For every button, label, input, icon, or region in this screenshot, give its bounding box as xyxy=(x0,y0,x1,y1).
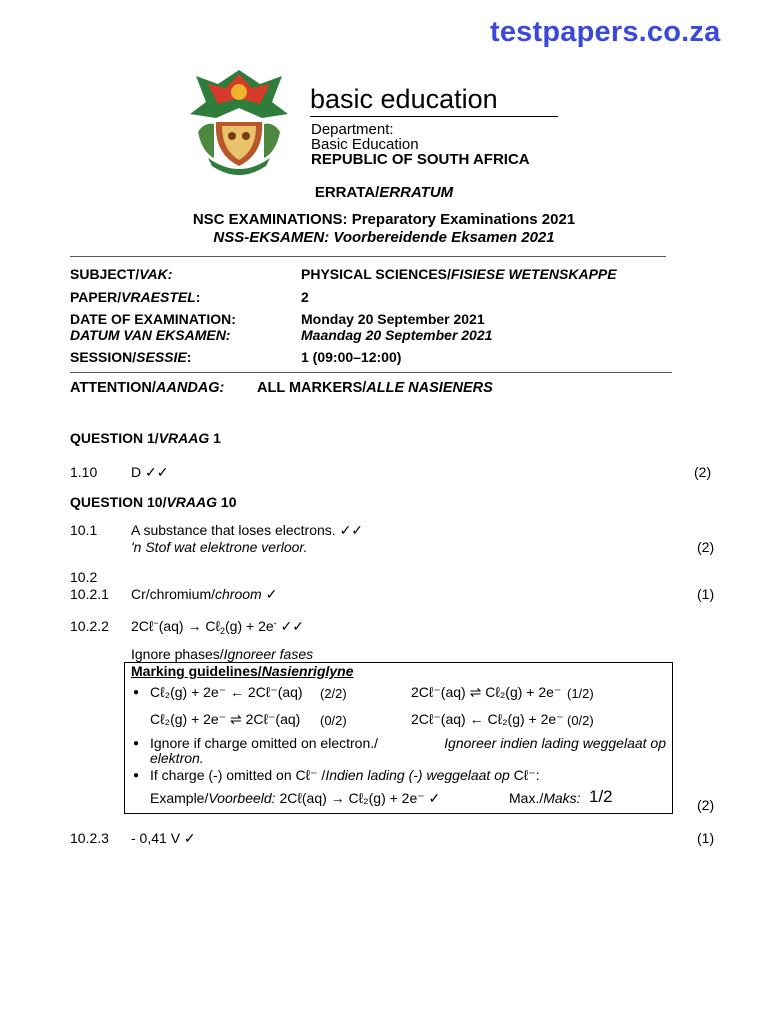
session-label xyxy=(70,349,191,365)
ignore-phases-af: Ignoreer fases xyxy=(223,646,314,662)
example-line xyxy=(150,790,440,807)
q10-2-1-tick: ✓ xyxy=(261,586,278,602)
markers-label xyxy=(257,380,493,396)
q10-2-2-marks: (2) xyxy=(697,797,715,813)
errata-title xyxy=(0,184,768,201)
markers-af: ALLE NASIENERS xyxy=(366,380,493,396)
errata-en: ERRATA/ xyxy=(314,184,380,201)
divider-2 xyxy=(70,372,672,373)
q10-heading xyxy=(70,494,237,510)
subject-value xyxy=(301,266,617,282)
q1-10-answer: D ✓✓ xyxy=(131,464,169,480)
q10-heading-en: QUESTION 10/ xyxy=(70,494,167,510)
session-value: 1 (09:00–12:00) xyxy=(301,349,402,365)
q10-1-number: 10.1 xyxy=(70,522,98,538)
mg-eq-2: 2Cℓ⁻(aq) ⇌ Cℓ₂(g) + 2e⁻ xyxy=(411,684,562,700)
site-watermark[interactable]: testpapers.co.za xyxy=(490,16,721,48)
date-label-en: DATE OF EXAMINATION: xyxy=(70,311,236,327)
brand-name: basic education xyxy=(310,84,498,114)
dept-line-1: Department: xyxy=(311,121,394,138)
eq-part-f: - xyxy=(273,618,277,628)
q10-1-answer-af: 'n Stof wat elektrone verloor. xyxy=(131,539,308,555)
q10-2-1-answer-af: chroom xyxy=(215,586,262,602)
errata-af: ERRATUM xyxy=(379,184,454,201)
paper-label xyxy=(70,289,200,305)
date-value-af: Maandag 20 September 2021 xyxy=(301,327,493,343)
q10-2-2-equation xyxy=(131,618,304,635)
example-af: Voorbeeld: xyxy=(208,790,276,806)
bullet-1: ● xyxy=(133,687,140,698)
note-2 xyxy=(150,767,540,784)
q10-2-3-answer: - 0,41 V ✓ xyxy=(131,830,196,846)
bullet-3: ● xyxy=(133,770,140,781)
note-1-af: Ignoreer indien lading weggelaat op xyxy=(444,735,666,751)
max-label xyxy=(509,790,581,806)
mg-heading xyxy=(131,663,354,679)
mg-eq-4: 2Cℓ⁻(aq) ← Cℓ₂(g) + 2e⁻ xyxy=(411,711,564,727)
max-af: Maks: xyxy=(543,790,581,806)
eq-part-c: (aq) → Cℓ xyxy=(158,618,220,634)
paper-colon: : xyxy=(195,289,201,305)
nss-title: NSS-EKSAMEN: Voorbereidende Eksamen 2021 xyxy=(213,229,555,246)
q10-2-1-number: 10.2.1 xyxy=(70,586,109,602)
note-2-a: If charge (-) omitted on Cℓ⁻ / xyxy=(150,767,326,783)
q10-1-marks: (2) xyxy=(697,539,715,555)
q1-heading xyxy=(70,430,221,446)
q10-1-answer-en: A substance that loses electrons. ✓✓ xyxy=(131,522,364,538)
max-frac: 1/2 xyxy=(589,787,613,806)
mg-eq-3-frac: (0/2) xyxy=(320,713,347,728)
subject-label xyxy=(70,266,172,282)
paper-label-en: PAPER/ xyxy=(70,289,122,305)
eq-part-b: − xyxy=(153,618,159,628)
q10-2-3-number: 10.2.3 xyxy=(70,830,109,846)
q10-heading-af: VRAAG xyxy=(166,494,218,510)
session-label-en: SESSION/ xyxy=(70,349,137,365)
subject-value-en: PHYSICAL SCIENCES/ xyxy=(301,266,451,282)
attention-label xyxy=(70,380,224,396)
q10-2-1-marks: (1) xyxy=(697,586,715,602)
mg-heading-af: Nasienriglyne xyxy=(261,663,354,679)
eq-part-e: (g) + 2e xyxy=(225,618,274,634)
note-1-en: Ignore if charge omitted on electron./ xyxy=(150,735,379,751)
ignore-phases-en: Ignore phases/ xyxy=(131,646,224,662)
brand-underline xyxy=(310,116,558,117)
mg-eq-1-frac: (2/2) xyxy=(320,686,347,701)
paper-value: 2 xyxy=(301,289,309,305)
example-eq: 2Cℓ(aq) → Cℓ₂(g) + 2e⁻ ✓ xyxy=(275,790,441,806)
mg-eq-3: Cℓ₂(g) + 2e⁻ ⇌ 2Cℓ⁻(aq) xyxy=(150,711,301,727)
dept-line-3: REPUBLIC OF SOUTH AFRICA xyxy=(311,151,530,168)
nsc-title: NSC EXAMINATIONS: Preparatory Examinations 2021 xyxy=(192,211,576,228)
note-2-af: Indien lading (-) weggelaat op xyxy=(325,767,510,783)
date-value-en: Monday 20 September 2021 xyxy=(301,311,485,327)
q10-2-number: 10.2 xyxy=(70,569,98,585)
note-2-b: Cℓ⁻: xyxy=(509,767,540,783)
coat-of-arms-logo xyxy=(178,62,300,180)
q10-heading-num: 10 xyxy=(217,494,237,510)
divider-1 xyxy=(70,256,666,257)
attention-en: ATTENTION/ xyxy=(70,380,156,396)
q10-2-2-number: 10.2.2 xyxy=(70,618,109,634)
q1-heading-num: 1 xyxy=(209,430,221,446)
q10-2-3-marks: (1) xyxy=(697,830,715,846)
eq-part-g: ✓✓ xyxy=(276,618,305,634)
dept-line-2: Basic Education xyxy=(311,136,419,153)
bullet-2: ● xyxy=(133,738,140,749)
q10-2-1-answer-en: Cr/chromium/ xyxy=(131,586,216,602)
q1-heading-af: VRAAG xyxy=(158,430,210,446)
max-en: Max./ xyxy=(509,790,544,806)
session-colon: : xyxy=(186,349,192,365)
session-label-af: SESSIE xyxy=(136,349,187,365)
q1-10-number: 1.10 xyxy=(70,464,98,480)
note-1 xyxy=(150,735,666,751)
mg-heading-en: Marking guidelines/ xyxy=(131,663,262,679)
mg-eq-1: Cℓ₂(g) + 2e⁻ ← 2Cℓ⁻(aq) xyxy=(150,684,303,700)
note-1-cont: elektron. xyxy=(150,750,204,766)
attention-af: AANDAG: xyxy=(155,380,225,396)
ignore-phases xyxy=(131,646,313,662)
subject-label-en: SUBJECT/ xyxy=(70,266,140,282)
mg-eq-2-frac: (1/2) xyxy=(567,686,594,701)
subject-value-af: FISIESE WETENSKAPPE xyxy=(450,266,617,282)
example-en: Example/ xyxy=(150,790,209,806)
mg-eq-4-frac: (0/2) xyxy=(567,713,594,728)
eq-part-a: 2Cℓ xyxy=(131,618,154,634)
subject-label-af: VAK: xyxy=(139,266,173,282)
paper-label-af: VRAESTEL xyxy=(121,289,196,305)
q1-10-marks: (2) xyxy=(694,464,712,480)
q1-heading-en: QUESTION 1/ xyxy=(70,430,159,446)
eq-part-d: 2 xyxy=(220,626,226,636)
date-label-af: DATUM VAN EKSAMEN: xyxy=(70,327,231,343)
markers-en: ALL MARKERS/ xyxy=(257,380,367,396)
q10-2-1-answer xyxy=(131,586,277,603)
